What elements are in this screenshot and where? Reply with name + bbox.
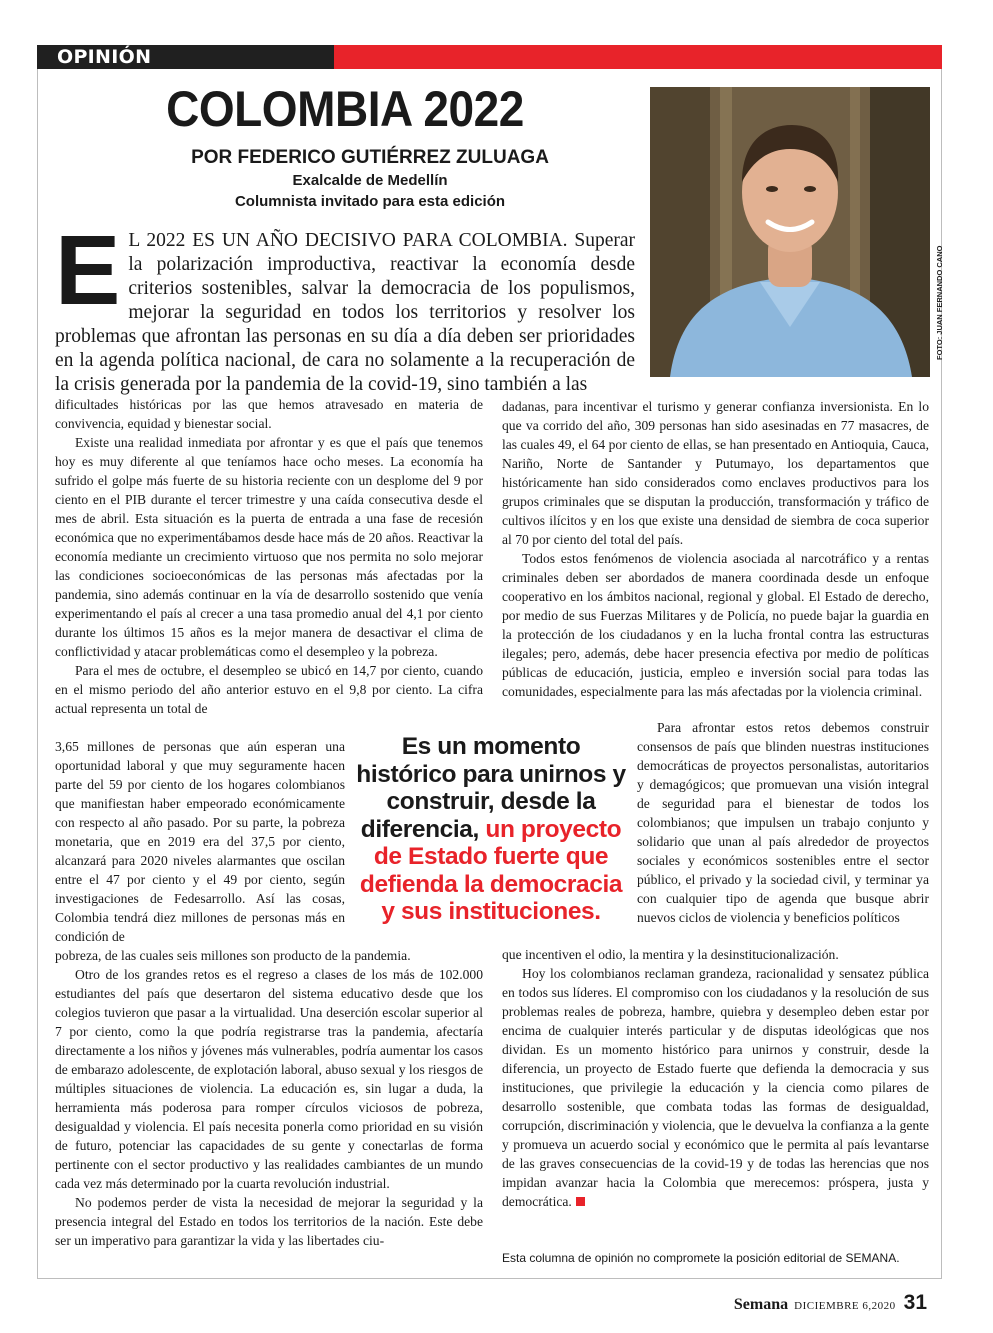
publication-name: Semana	[733, 1296, 789, 1313]
paragraph: Todos estos fenómenos de violencia asociada al narcotráfico y a rentas criminales deben ser abordados de manera coordinada desde un enfoque cooperativo en los ámbitos nacional, regional y global. El Estado de derecho, por medio de sus Fuerzas Militares y de Policía, no puede bajar la guardia en la protección de los ciudadanos y en la lucha frontal contra las estructuras ilegales; pero, además, debe hacer presencia efectiva por medio de políticas públicas de educación, justicia, empleo e inversión social para todas las comunidades, especialmente para las más afectadas por la violencia criminal.	[502, 551, 929, 699]
final-paragraph-text: Hoy los colombianos reclaman grandeza, racionalidad y sensatez pública en todos sus líderes. El compromiso con los ciudadanos y la resolución de sus problemas reales de pobreza, hambre, quiebra y desempleo deben estar por encima de cualquier interés particular y de disputas ideológicas que nos dividan. Es un momento histórico para unirnos y construir, desde la diferencia, un proyecto de Estado fuerte que defienda la democracia y sus instituciones, que privilegie la educación y la ciencia como pilares de desarrollo sostenible, que combata todas las formas de desigualdad, corrupción, discriminación y violencia, que le devuelva la confianza a la gente y promueva un acuerdo social y económico que le permita al país levantarse de las graves consecuencias de la covid-19 y de todas las herencias que nos impidan avanzar hacia la Colombia que merecemos: próspera, justa y democrática.	[502, 966, 929, 1209]
paragraph: dadanas, para incentivar el turismo y generar confianza inversionista. En lo que va corrido del año, 309 personas han sido asesinadas en 77 masacres, de las cuales 49, el 64 por ciento de ellas, se han presentado en Antioquia, Cauca, Nariño, Norte de Santander y Putumayo, los departamentos que históricamente han sido considerados como enclaves productivos para los grupos criminales que se disputan la producción, transformación y tráfico de cultivos ilícitos y en los que existe una densidad de siembra de coca superior al 70 por ciento del total del país.	[502, 399, 929, 547]
end-mark-icon	[576, 1197, 585, 1206]
article-lede	[55, 215, 635, 397]
paragraph: Existe una realidad inmediata por afrontar y es que el país que tenemos hoy es muy diferente al que teníamos hace ocho meses. La economía ha sufrido el golpe más fuerte de su historia reciente con un desplome del 9 por ciento en el PIB durante el tercer trimestre y una caída consecutiva desde el mes de abril. Esta situación es la puerta de entrada a una fase de recesión económica que no experimentábamos desde hace más de 20 años. Reactivar la economía mediante un crecimiento virtuoso que nos permita no solo mejorar las condiciones socioeconómicas de las personas más afectadas por la pandemia, sino además continuar en la vía de desarrollo sostenido que venía experimentando el país al crecer a una tasa promedio anual del 4,1 por ciento durante los últimos 15 años es la mejor manera de desactivar el clima de conflictividad y atacar problemáticas como el desempleo y la pobreza.	[55, 435, 483, 659]
column-right-bottom	[502, 945, 929, 1211]
guest-note: Columnista invitado para esta edición	[234, 193, 506, 210]
author-role: Exalcalde de Medellín	[292, 172, 448, 189]
editorial-disclaimer: Esta columna de opinión no compromete la posición editorial de SEMANA.	[502, 1251, 900, 1265]
paragraph: Para afrontar estos retos debemos construir consensos de país que blinden nuestras instituciones democráticas de proyectos personalistas, autoritarios y demagógicos; que promuevan una visión integral de seguridad para el bienestar de todos los colombianos; que impulsen un trabajo conjunto y solidario que unan al país alrededor de proyectos sociales y económicos sostenibles entre el sector público, el privado y la sociedad civil, y terminar ya con cualquier tipo de agenda que busque abrir nuevos ciclos de violencia y beneficios políticos	[637, 720, 929, 925]
section-bar	[37, 45, 942, 69]
column-right-top	[502, 397, 929, 701]
article-title: COLOMBIA 2022	[166, 81, 524, 137]
column-left-bottom	[55, 946, 483, 1250]
author-photo	[650, 87, 930, 377]
page-number: 31	[903, 1291, 927, 1314]
page-folio	[734, 1291, 927, 1317]
photo-credit: FOTO: JUAN FERNANDO CANO	[935, 245, 944, 360]
paragraph: 3,65 millones de personas que aún esperan una oportunidad laboral y que muy seguramente hacen parte del 59 por ciento de los hogares colombianos que manifiestan haber empeorado económicamente con respecto al año pasado. Por su parte, la pobreza monetaria, que en 2019 era del 37,5 por ciento, alcanzará para 2020 niveles alarmantes que oscilan entre el 47 por ciento y el 49 por ciento, según investigaciones de Fedesarrollo. Así las cosas, Colombia tendrá diez millones de personas más en condición de	[55, 739, 345, 944]
author-byline: POR FEDERICO GUTIÉRREZ ZULUAGA	[191, 147, 549, 168]
section-label: OPINIÓN	[57, 46, 152, 68]
column-left-narrow	[55, 737, 345, 946]
column-left-top	[55, 395, 483, 718]
paragraph-final	[502, 964, 929, 1211]
drop-cap: E	[55, 215, 121, 325]
paragraph: pobreza, de las cuales seis millones son producto de la pandemia.	[55, 948, 411, 963]
pull-quote	[355, 733, 627, 926]
paragraph: que incentiven el odio, la mentira y la desinstitucionalización.	[502, 947, 839, 962]
paragraph: Para el mes de octubre, el desempleo se ubicó en 14,7 por ciento, cuando en el mismo periodo del año anterior estuvo en el 9,8 por ciento. La cifra actual representa un total de	[55, 663, 483, 716]
paragraph: dificultades históricas por las que hemos atravesado en materia de convivencia, equidad y bienestar social.	[55, 397, 483, 431]
pull-quote-red: un proyecto de Estado fuerte que defienda la democracia y sus instituciones.	[359, 815, 623, 925]
paragraph: No podemos perder de vista la necesidad de mejorar la seguridad y la presencia integral del Estado en todos los territorios de la nación. Este debe ser un imperativo para garantizar la vida y las libertades ciu-	[55, 1195, 483, 1248]
paragraph: Otro de los grandes retos es el regreso a clases de los más de 102.000 estudiantes del país que desertaron del sistema educativo desde que los colegios tuvieron que pasar a la virtualidad. Una deserción escolar superior al 7 por ciento, como la que podría registrarse tras la pandemia, afectaría directamente a los niños y jóvenes más vulnerables, podría aumentar los casos de embarazo adolescente, de explotación laboral, abuso sexual y los riesgos de múltiples situaciones de violencia. La educación es, sin lugar a duda, la herramienta más poderosa para romper círculos viciosos de pobreza, desigualdad y violencia. El país necesita ponerla como prioridad en su visión de futuro, potenciar las capacidades de su gente y conectarlas de forma pertinente con el sector productivo y las realidades cambiantes de un mundo cada vez más determinado por la cuarta revolución industrial.	[55, 967, 483, 1191]
portrait-illustration	[650, 87, 930, 377]
lede-text: L 2022 ES UN AÑO DECISIVO PARA COLOMBIA. Superar la polarización improductiva, reactivar la economía desde criterios sostenibles, salvar la democracia de los populismos, mejorar la seguridad en todos los territorios y resolver los problemas que afrontan las personas en su día a día deben ser prioridades en la agenda política nacional, de cara no solamente a la recuperación de la crisis generada por la pandemia de la covid-19, sino también a las	[55, 230, 635, 395]
pull-quote-black: Es un momento histórico para unirnos y construir, desde la diferencia,	[356, 733, 626, 843]
column-right-narrow	[637, 718, 929, 927]
issue-date: DICIEMBRE 6,2020	[794, 1300, 896, 1312]
